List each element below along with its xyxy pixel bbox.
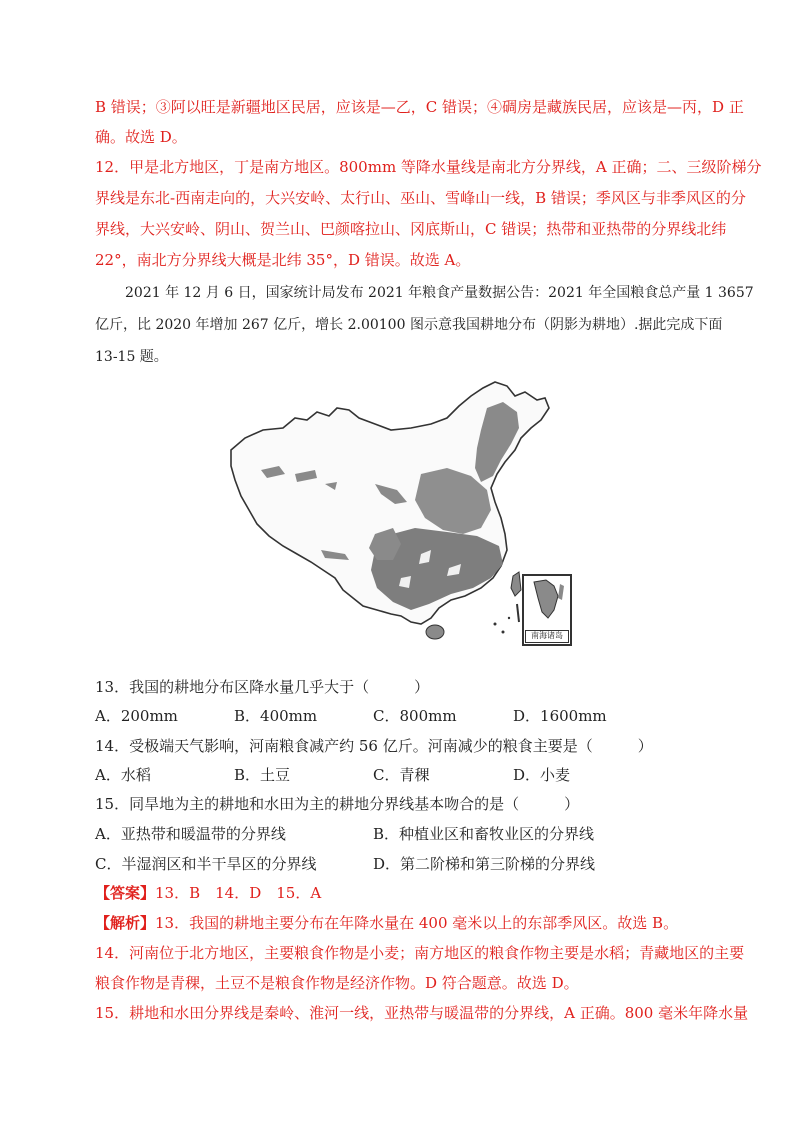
- south-china-sea-inset: [522, 574, 572, 646]
- island-dot-1: [494, 623, 497, 626]
- q15-option-c: C．半湿润区和半干旱区的分界线: [95, 855, 317, 873]
- taiwan-island: [511, 572, 521, 596]
- analysis-13: 13．我国的耕地主要分布在年降水量在 400 毫米以上的东部季风区。故选 B。: [155, 914, 679, 932]
- analysis-tag: 【解析】: [95, 914, 156, 932]
- q14-stem: 14．受极端天气影响，河南粮食减产约 56 亿斤。河南减少的粮食主要是（ ）: [95, 737, 653, 755]
- q13-option-c: C．800mm: [373, 707, 457, 725]
- q15-option-b: B．种植业区和畜牧业区的分界线: [373, 825, 595, 843]
- inset-label: 南海诸岛: [525, 630, 569, 643]
- analysis-line-4: 15．耕地和水田分界线是秦岭、淮河一线，亚热带与暖温带的分界线，A 正确。800 毫米年降水量: [95, 1004, 749, 1022]
- analysis-line-2: 14．河南位于北方地区，主要粮食作物是小麦；南方地区的粮食作物主要是水稻；青藏地区的主要: [95, 944, 745, 962]
- analysis-line-3: 粮食作物是青稞，土豆不是粮食作物是经济作物。D 符合题意。故选 D。: [95, 974, 579, 992]
- intro-line-3: 13-15 题。: [95, 349, 168, 365]
- q14-option-c: C．青稞: [373, 766, 430, 784]
- china-farmland-map: [225, 378, 585, 658]
- q14-option-b: B．土豆: [234, 766, 291, 784]
- q15-stem: 15．同旱地为主的耕地和水田为主的耕地分界线基本吻合的是（ ）: [95, 795, 580, 813]
- island-dot-3: [508, 617, 510, 619]
- inset-map-svg: [524, 576, 570, 628]
- hainan-island: [426, 625, 444, 639]
- island-line: [517, 604, 519, 622]
- analysis-line-1: [95, 912, 678, 934]
- q14-option-d: D．小麦: [513, 766, 571, 784]
- answer-key: [95, 882, 321, 904]
- q13-option-a: A．200mm: [95, 707, 178, 725]
- answer-key-text: 13．B 14．D 15．A: [155, 884, 322, 902]
- answer-12-line-3: 界线，大兴安岭、阴山、贺兰山、巴颜喀拉山、冈底斯山，C 错误；热带和亚热带的分界线北纬: [95, 220, 727, 238]
- answer-12-line-4: 22°，南北方分界线大概是北纬 35°，D 错误。故选 A。: [95, 251, 471, 269]
- q15-option-d: D．第二阶梯和第三阶梯的分界线: [373, 855, 596, 873]
- island-dot-2: [502, 631, 505, 634]
- answer-prev-line-1: B 错误；③阿以旺是新疆地区民居，应该是—乙，C 错误；④碉房是藏族民居，应该是—丙，D 正: [95, 98, 744, 116]
- intro-line-2: 亿斤，比 2020 年增加 267 亿斤，增长 2.00100 图示意我国耕地分布（阴影为耕地）.据此完成下面: [95, 317, 723, 333]
- q13-stem: 13．我国的耕地分布区降水量几乎大于（ ）: [95, 678, 430, 696]
- answer-prev-line-2: 确。故选 D。: [95, 128, 187, 146]
- intro-line-1: 2021 年 12 月 6 日，国家统计局发布 2021 年粮食产量数据公告：2021 年全国粮食总产量 1 3657: [125, 285, 754, 301]
- answer-12-line-1: 12．甲是北方地区，丁是南方地区。800mm 等降水量线是南北方分界线，A 正确；二、三级阶梯分: [95, 158, 762, 176]
- q13-option-d: D．1600mm: [513, 707, 607, 725]
- answer-12-line-2: 界线是东北-西南走向的，大兴安岭、太行山、巫山、雪峰山一线，B 错误；季风区与非季风区的分: [95, 189, 746, 207]
- q15-option-a: A．亚热带和暖温带的分界线: [95, 825, 286, 843]
- q14-option-a: A．水稻: [95, 766, 151, 784]
- answer-key-tag: 【答案】: [95, 884, 156, 902]
- q13-option-b: B．400mm: [234, 707, 318, 725]
